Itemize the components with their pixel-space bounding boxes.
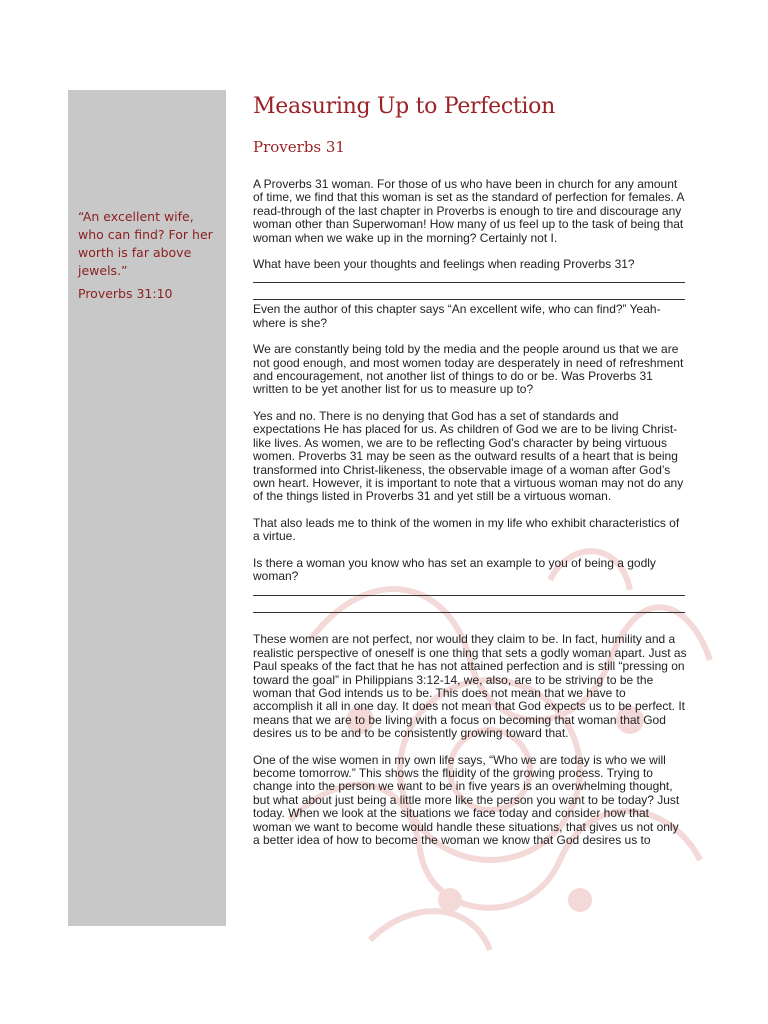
paragraph: Even the author of this chapter says “An excellent wife, who can find?” Yeah-where is she? <box>253 302 661 330</box>
answer-line[interactable] <box>253 282 685 283</box>
page-title: Measuring Up to Perfection <box>253 94 555 119</box>
answer-line[interactable] <box>253 595 685 596</box>
sidebar-reference: Proverbs 31:10 <box>78 286 173 301</box>
paragraph: One of the wise women in my own life says, “Who we are today is who we will become tomorrow.” This shows the fluidity of the growing process. Trying to change into the person we want to be in five years is an overwhelming thought, but what about just being a little more like the person you want to be today? Just today. When we look at the situations we face today and consider how that woman we want to become would handle these situations, that gives us not only a better idea of how to become the woman we know that God desires us to <box>253 752 680 848</box>
sidebar-panel <box>68 90 226 926</box>
paragraph: A Proverbs 31 woman. For those of us who have been in church for any amount of time, we find that this woman is set as the standard of perfection for females. A read-through of the last chapter in Proverbs is enough to tire and discourage any woman other than Superwoman! How many of us feel up to the task of being that woman when we wake up in the morning? Certainly not I. <box>253 177 684 245</box>
answer-lines <box>253 282 687 300</box>
article <box>253 94 687 860</box>
answer-line[interactable] <box>253 299 685 300</box>
page-subtitle: Proverbs 31 <box>253 138 345 156</box>
paragraph: These women are not perfect, nor would they claim to be. In fact, humility and a realistic perspective of oneself is one thing that sets a godly woman apart. Just as Paul speaks of the fact that he has not attained perfection and is still “pressing on toward the goal” in Philippians 3:12-14, we, also, are to be striving to be the woman that God intends us to be. This does not mean that we have to accomplish it all in one day. It does not mean that God expects us to be perfect. It means that we are to be living with a focus on becoming that woman that God desires us to be and to be consistently growing toward that. <box>253 632 687 741</box>
answer-lines <box>253 595 687 613</box>
paragraph: That also leads me to think of the women in my life who exhibit characteristics of a virtue. <box>253 515 680 544</box>
sidebar-quote: “An excellent wife, who can find? For her worth is far above jewels.” <box>78 209 213 278</box>
paragraph: We are constantly being told by the media and the people around us that we are not good enough, and most women today are desperately in need of refreshment and encouragement, not another list of things to do or be. Was Proverbs 31 written to be yet another list for us to measure up to? <box>253 342 684 397</box>
question: What have been your thoughts and feelings when reading Proverbs 31? <box>253 257 635 272</box>
answer-line[interactable] <box>253 612 685 613</box>
question: Is there a woman you know who has set an example to you of being a godly woman? <box>253 555 656 583</box>
paragraph: Yes and no. There is no denying that God has a set of standards and expectations He has placed for us. As children of God we are to be living Christ-like lives. As women, we are to be reflecting God’s character by being virtuous women. Proverbs 31 may be seen as the outward results of a heart that is being transformed into Christ-likeness, the observable image of a woman after God’s own heart. However, it is important to note that a virtuous woman may not do any of the things listed in Proverbs 31 and yet still be a virtuous woman. <box>253 408 684 504</box>
